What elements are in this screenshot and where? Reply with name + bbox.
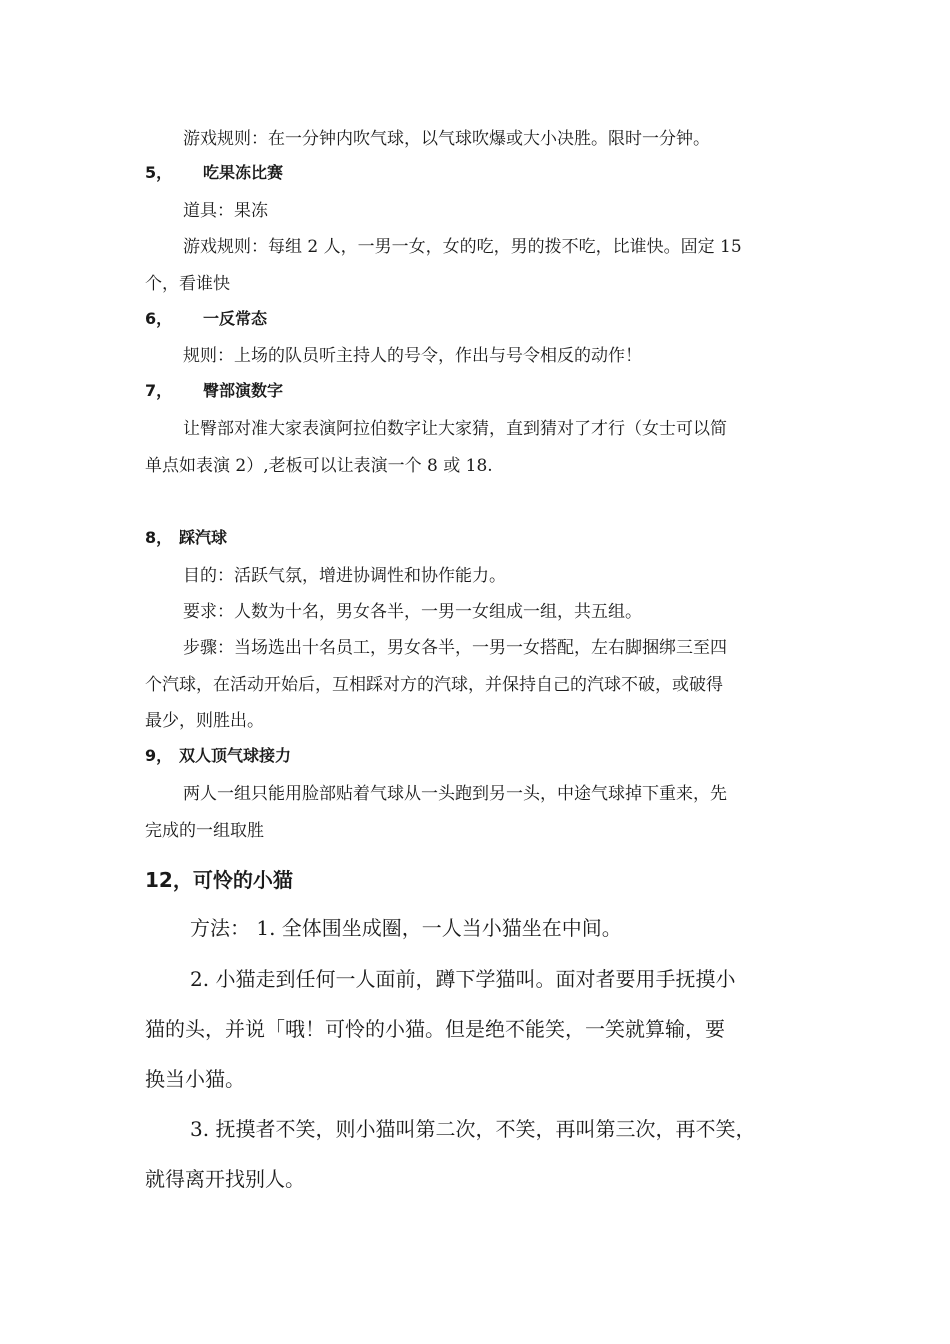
s4-rule-text: 游戏规则：在一分钟内吹气球，以气球吹爆或大小决胜。限时一分钟。 — [183, 129, 710, 149]
s6-heading — [145, 308, 267, 330]
s9-line1: 两人一组只能用脸部贴着气球从一头跑到另一头，中途气球掉下重来，先 — [183, 784, 727, 804]
s8-steps-line2: 个汽球，在活动开始后，互相踩对方的汽球，并保持自己的汽球不破，或破得 — [145, 675, 723, 695]
s7-title: 臀部演数字 — [203, 381, 284, 400]
s8-number: 8， — [145, 528, 173, 547]
s5-rule-line2: 个，看谁快 — [145, 274, 230, 294]
s5-title: 吃果冻比赛 — [203, 163, 284, 182]
s12-step2-line1: 2. 小猫走到任何一人面前，蹲下学猫叫。面对者要用手抚摸小 — [190, 967, 736, 991]
s12-step2-line3: 换当小猫。 — [145, 1067, 245, 1091]
s12-heading: 12，可怜的小猫 — [145, 868, 293, 892]
s7-number: 7， — [145, 381, 173, 400]
s9-heading — [145, 745, 291, 767]
s9-title: 双人顶气球接力 — [179, 746, 292, 765]
s8-steps-line1: 步骤：当场选出十名员工，男女各半，一男一女搭配，左右脚捆绑三至四 — [183, 638, 727, 658]
s5-heading — [145, 162, 283, 184]
s5-prop: 道具：果冻 — [183, 201, 268, 221]
s8-steps-line3: 最少，则胜出。 — [145, 711, 264, 731]
s12-step3-line2: 就得离开找别人。 — [145, 1167, 305, 1191]
s7-line2: 单点如表演 2）,老板可以让表演一个 8 或 18. — [145, 456, 493, 476]
s12-step2-line2: 猫的头，并说「哦！可怜的小猫。但是绝不能笑，一笑就算输，要 — [145, 1017, 725, 1041]
s5-rule-line1: 游戏规则：每组 2 人，一男一女，女的吃，男的拨不吃，比谁快。固定 15 — [183, 237, 742, 257]
s7-heading — [145, 380, 283, 402]
s9-number: 9， — [145, 746, 173, 765]
s6-title: 一反常态 — [203, 309, 268, 328]
s12-method: 方法： 1. 全体围坐成圈，一人当小猫坐在中间。 — [190, 916, 622, 940]
s12-step3-line1: 3. 抚摸者不笑，则小猫叫第二次，不笑，再叫第三次，再不笑， — [190, 1117, 756, 1141]
s6-number: 6， — [145, 309, 173, 328]
s7-line1: 让臀部对准大家表演阿拉伯数字让大家猜，直到猜对了才行（女士可以简 — [183, 419, 727, 439]
s8-requirement: 要求：人数为十名，男女各半，一男一女组成一组，共五组。 — [183, 602, 642, 622]
s8-title: 踩汽球 — [179, 528, 228, 547]
s8-purpose: 目的：活跃气氛，增进协调性和协作能力。 — [183, 566, 506, 586]
s9-line2: 完成的一组取胜 — [145, 821, 264, 841]
s5-number: 5， — [145, 163, 173, 182]
s6-rule: 规则：上场的队员听主持人的号令，作出与号令相反的动作！ — [183, 346, 642, 366]
s8-heading — [145, 527, 227, 549]
